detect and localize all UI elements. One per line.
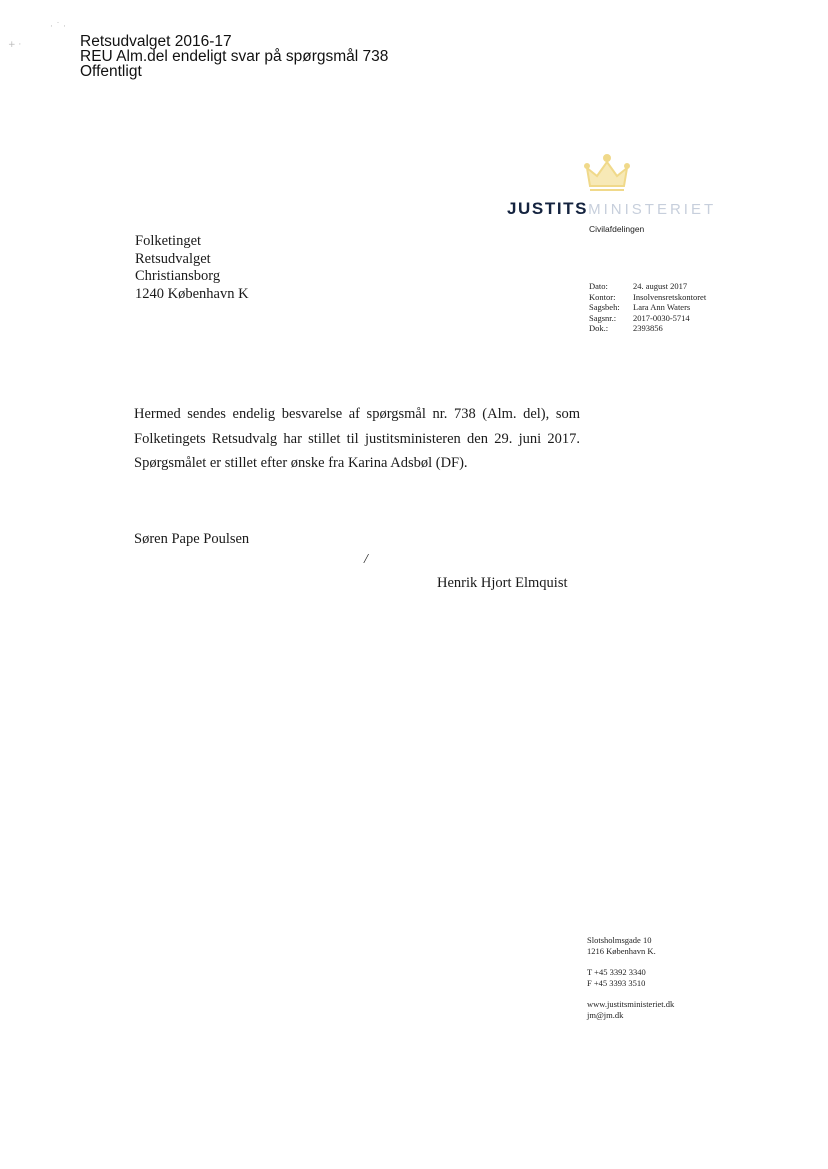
meta-key: Sagsnr.: <box>589 312 617 323</box>
logo-bold-text: JUSTITS <box>507 199 589 218</box>
case-metadata <box>589 281 706 334</box>
meta-key: Dok.: <box>589 323 609 333</box>
footer-city: 1216 København K. <box>587 946 656 956</box>
stamp-classification: Offentligt <box>80 63 142 80</box>
meta-key: Dato: <box>589 281 608 291</box>
stamp-reference: REU Alm.del endeligt svar på spørgsmål 738 <box>80 48 389 65</box>
body-line: Hermed sendes endelig besvarelse af spørgsmål nr. 738 (Alm. del), som <box>134 406 580 422</box>
meta-value: Lara Ann Waters <box>633 302 691 312</box>
footer-street: Slotsholmsgade 10 <box>587 935 652 945</box>
meta-row <box>589 323 706 334</box>
footer-email-link[interactable]: jm@jm.dk <box>587 1010 624 1020</box>
body-line: Spørgsmålet er stillet efter ønske fra Karina Adsbøl (DF). <box>134 455 468 471</box>
meta-value: Insolvensretskontoret <box>633 291 707 302</box>
department-name: Civilafdelingen <box>589 224 645 234</box>
meta-value: 2393856 <box>633 323 663 333</box>
logo-light-text: MINISTERIET <box>588 201 717 218</box>
recipient-line: Folketinget <box>135 233 202 249</box>
footer-phone: T +45 3392 3340 <box>587 967 646 977</box>
stamp-committee: Retsudvalget 2016-17 <box>80 33 232 50</box>
official-signature: Henrik Hjort Elmquist <box>437 575 568 591</box>
meta-key: Sagsbeh: <box>589 302 620 312</box>
letter-body <box>134 402 580 476</box>
meta-value: 24. august 2017 <box>633 281 688 291</box>
ministry-logo <box>507 199 716 219</box>
meta-key: Kontor: <box>589 291 616 302</box>
meta-row <box>589 292 706 303</box>
meta-value: 2017-0030-5714 <box>633 312 690 323</box>
footer-fax: F +45 3393 3510 <box>587 978 646 988</box>
meta-row <box>589 313 706 324</box>
meta-row <box>589 281 706 292</box>
footer-website-link[interactable]: www.justitsministeriet.dk <box>587 999 675 1009</box>
recipient-address <box>135 233 249 303</box>
meta-row <box>589 302 706 313</box>
minister-signature: Søren Pape Poulsen <box>134 531 250 547</box>
recipient-line: Christiansborg <box>135 268 221 284</box>
crown-icon <box>582 152 632 196</box>
body-line: Folketingets Retsudvalg har stillet til justitsministeren den 29. juni 2017. <box>134 430 580 447</box>
signature-slash: / <box>364 552 368 567</box>
recipient-line: 1240 København K <box>135 285 249 302</box>
footer-contact <box>587 935 674 1021</box>
scan-speck: · ˙ · <box>50 22 66 32</box>
scan-speck: + · <box>8 40 22 50</box>
document-stamp <box>80 34 388 79</box>
recipient-line: Retsudvalget <box>135 250 211 267</box>
